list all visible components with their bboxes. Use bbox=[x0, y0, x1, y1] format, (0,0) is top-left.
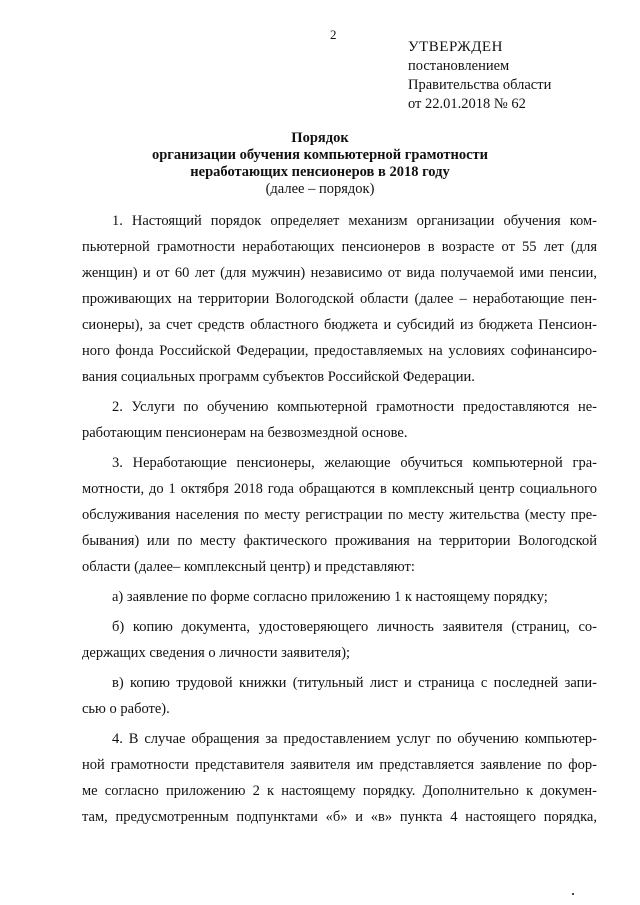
text-line: мотности, до 1 октября 2018 года обращаются в комплексный центр социального bbox=[82, 481, 597, 497]
subitem-a bbox=[82, 584, 597, 610]
text-line: проживающих на территории Вологодской области (далее – неработающие пен- bbox=[82, 291, 597, 307]
text-line: работающим пенсионерам на безвозмездной основе. bbox=[82, 425, 408, 441]
text-line: пьютерной грамотности неработающих пенсионеров в возрасте от 55 лет (для bbox=[82, 239, 597, 255]
text-line: бывания) или по месту фактического проживания на территории Вологодской bbox=[82, 533, 597, 549]
paragraph-3 bbox=[82, 450, 597, 580]
document-title bbox=[0, 130, 640, 198]
title-line: организации обучения компьютерной грамотности bbox=[151, 147, 489, 163]
text-line: 2. Услуги по обучению компьютерной грамотности предоставляются не- bbox=[112, 399, 597, 415]
text-line: сью о работе). bbox=[82, 701, 170, 717]
text-line: женщин) и от 60 лет (для мужчин) независимо от вида получаемой ими пенсии, bbox=[82, 265, 597, 281]
text-line: 3. Неработающие пенсионеры, желающие обучиться компьютерной гра- bbox=[112, 455, 597, 471]
text-line: вания социальных программ субъектов Российской Федерации. bbox=[82, 369, 475, 385]
page-number: 2 bbox=[330, 27, 337, 42]
text-line: б) копию документа, удостоверяющего личность заявителя (страниц, со- bbox=[112, 619, 597, 635]
title-line: неработающих пенсионеров в 2018 году bbox=[190, 164, 450, 180]
subitem-v bbox=[82, 670, 597, 722]
approval-line: от 22.01.2018 № 62 bbox=[408, 96, 526, 112]
title-subline: (далее – порядок) bbox=[265, 181, 375, 197]
text-line: там, предусмотренным подпунктами «б» и «в» пункта 4 настоящего порядка, bbox=[82, 809, 597, 825]
paragraph-2 bbox=[82, 394, 597, 446]
text-line: а) заявление по форме согласно приложению 1 к настоящему порядку; bbox=[112, 589, 548, 605]
text-line: ме согласно приложению 2 к настоящему порядку. Дополнительно к докумен- bbox=[82, 783, 597, 799]
text-line: держащих сведения о личности заявителя); bbox=[82, 645, 351, 661]
subitem-b bbox=[82, 614, 597, 666]
paragraph-1 bbox=[82, 208, 597, 390]
text-line: ной грамотности представителя заявителя им представляется заявление по фор- bbox=[82, 757, 597, 773]
document-body bbox=[82, 208, 597, 830]
scan-speck bbox=[572, 893, 574, 895]
paragraph-4 bbox=[82, 726, 597, 830]
text-line: сионеры), за счет средств областного бюджета и субсидий из бюджета Пенсион- bbox=[82, 317, 597, 333]
title-line: Порядок bbox=[291, 130, 349, 146]
approval-line: Правительства области bbox=[408, 77, 552, 93]
approval-line: постановлением bbox=[408, 58, 510, 74]
text-line: в) копию трудовой книжки (титульный лист и страница с последней запи- bbox=[112, 675, 597, 691]
approval-heading: УТВЕРЖДЕН bbox=[408, 39, 503, 55]
text-line: 4. В случае обращения за предоставлением услуг по обучению компьютер- bbox=[112, 731, 597, 747]
approval-stamp bbox=[408, 38, 551, 114]
text-line: ного фонда Российской Федерации, предоставляемых на условиях софинансиро- bbox=[82, 343, 597, 359]
text-line: обслуживания населения по месту регистрации по месту жительства (месту пре- bbox=[82, 507, 597, 523]
text-line: области (далее– комплексный центр) и представляют: bbox=[82, 559, 415, 575]
text-line: 1. Настоящий порядок определяет механизм организации обучения ком- bbox=[112, 213, 597, 229]
